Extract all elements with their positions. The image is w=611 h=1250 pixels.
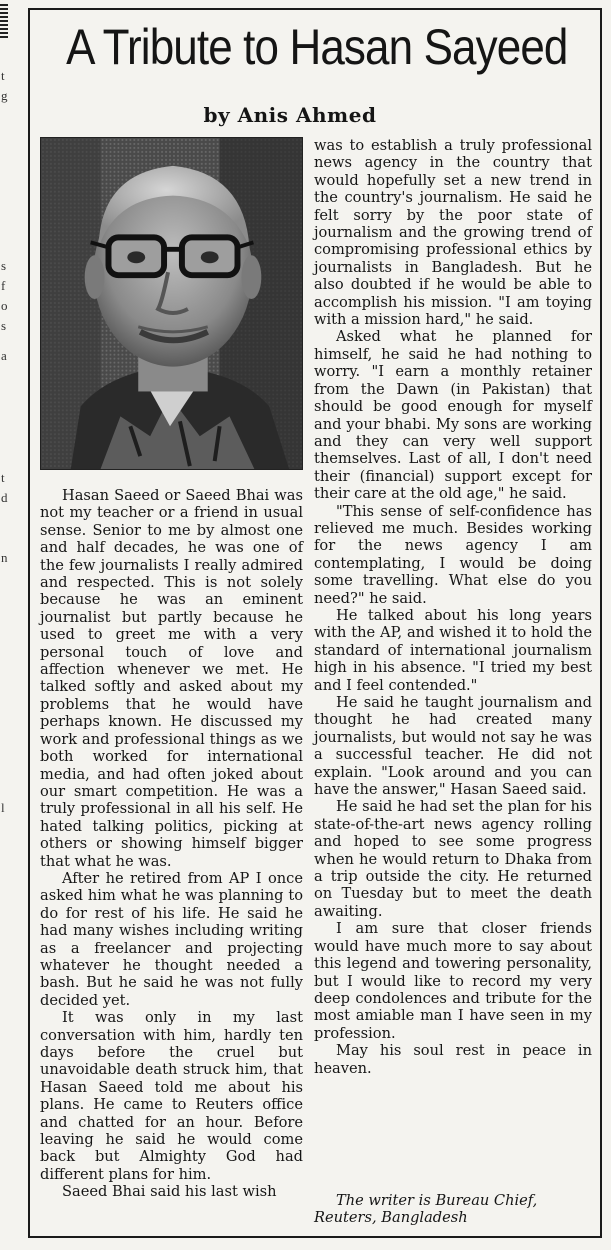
portrait-illustration bbox=[41, 138, 302, 469]
article-column-right bbox=[314, 137, 592, 1077]
paragraph: "This sense of self-confidence has relieved me much. Besides working for the news agency I am contemplating, I would be doing some travelling. What else do you need?" he said. bbox=[314, 502, 592, 607]
paragraph: He said he taught journalism and thought he had created many journalists, but would not say he was a successful teacher. He did not explain. "Look around and you can have the answer," Hasan Saeed said. bbox=[314, 694, 592, 799]
byline: by Anis Ahmed bbox=[203, 103, 377, 127]
paragraph: I am sure that closer friends would have much more to say about this legend and towering personality, but I would like to record my very deep condolences and tribute for the most amiable man I have seen in my profession. bbox=[314, 920, 592, 1042]
headline: A Tribute to Hasan Sayeed bbox=[66, 19, 568, 75]
margin-letter: n bbox=[1, 550, 8, 565]
margin-letter: s bbox=[1, 318, 7, 333]
portrait-photo bbox=[40, 137, 303, 470]
margin-letter: t bbox=[1, 68, 5, 83]
paragraph: Saeed Bhai said his last wish bbox=[62, 1183, 277, 1201]
paragraph: After he retired from AP I once asked him what he was planning to do for rest of his life. He said he had many wishes including writing as a freelancer and projecting whatever he thought needed a bash. But he said he was not fully decided yet. bbox=[40, 869, 303, 1009]
margin-letter: d bbox=[1, 490, 8, 505]
article-column-left bbox=[40, 487, 303, 1201]
margin-letter: a bbox=[1, 348, 7, 363]
paragraph: was to establish a truly professional news agency in the country that would hopefully set a new trend in the country's journalism. He said he felt sorry by the poor state of journalism and the growing trend of compromising professional ethics by journalists in Bangladesh. But he also doubted if he would be able to accomplish his mission. "I am toying with a mission hard," he said. bbox=[314, 137, 592, 329]
margin-letter: s bbox=[1, 258, 7, 273]
paragraph: May his soul rest in peace in heaven. bbox=[314, 1042, 592, 1077]
margin-letter: g bbox=[1, 88, 8, 103]
margin-letter: t bbox=[1, 470, 5, 485]
paragraph: Hasan Saeed or Saeed Bhai was not my teacher or a friend in usual sense. Senior to me by almost one and half decades, he was one of the few journalists I really admired and respected. This is not solely because he was an eminent journalist but partly because he used to greet me with a very personal touch of love and affection whenever we met. He talked softly and asked about my problems that he would have perhaps known. He discussed my work and professional things as we both worked for international media, and had often joked about our smart competition. He was a truly professional in all his self. He hated talking politics, picking at others or showing himself bigger that what he was. bbox=[40, 487, 303, 870]
margin-letter: o bbox=[1, 298, 8, 313]
paragraph: He talked about his long years with the AP, and wished it to hold the standard of international journalism high in his absence. "I tried my best and I feel contended." bbox=[314, 606, 592, 694]
adjacent-column-fragment bbox=[0, 0, 20, 1250]
column-rule-mark bbox=[0, 4, 8, 40]
margin-letter: l bbox=[1, 800, 5, 815]
paragraph: It was only in my last conversation with him, hardly ten days before the cruel but unavoidable death struck him, that Hasan Saeed told me about his plans. He came to Reuters office and chatted for an hour. Before leaving he said he would come back but Almighty God had different plans for him. bbox=[40, 1009, 303, 1183]
paragraph: Asked what he planned for himself, he said he had nothing to worry. "I earn a monthly retainer from the Dawn (in Pakistan) that should be good enough for myself and your bhabi. My sons are working and they can very well support themselves. Last of all, I don't need their (financial) support except for their care at the old age," he said. bbox=[314, 328, 592, 503]
author-credit: The writer is Bureau Chief, Reuters, Bangladesh bbox=[314, 1192, 538, 1227]
paragraph: He said he had set the plan for his state-of-the-art news agency rolling and hoped to see some progress when he would return to Dhaka from a trip outside the city. He returned on Tuesday but to meet the death awaiting. bbox=[314, 798, 592, 920]
margin-letter: f bbox=[1, 278, 6, 293]
